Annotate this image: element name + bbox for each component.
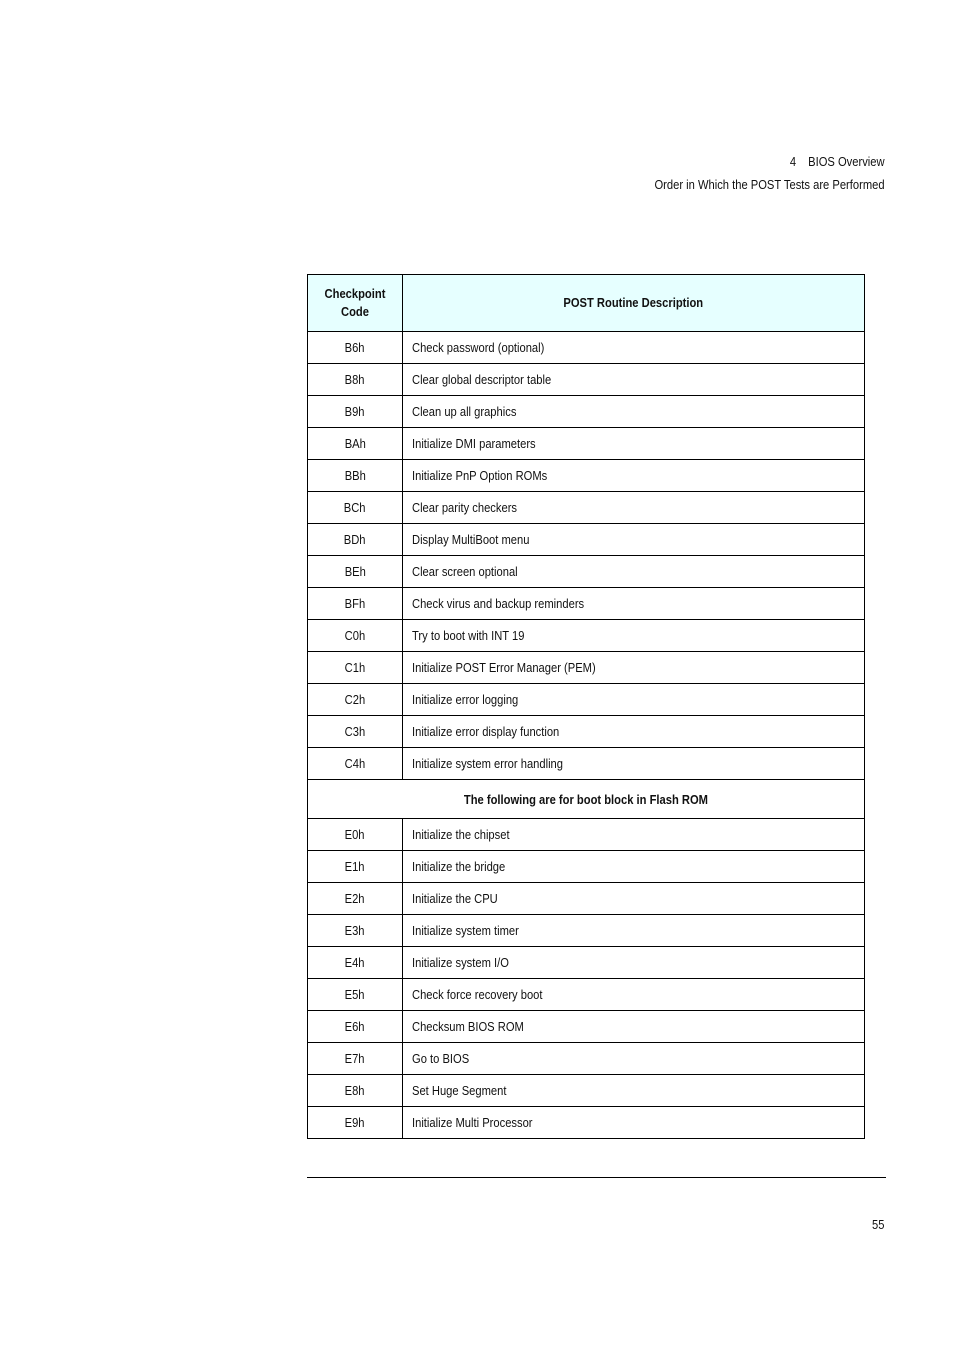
routine-description: Clear global descriptor table (412, 372, 552, 387)
table-row (308, 428, 865, 460)
table-body (308, 332, 865, 1139)
table-row (308, 1075, 865, 1107)
checkpoint-code: BEh (344, 564, 366, 579)
checkpoint-code-cell (308, 652, 403, 684)
table-header-row (308, 275, 865, 332)
chapter-title: BIOS Overview (808, 154, 885, 169)
checkpoint-code: E0h (345, 827, 365, 842)
section-divider-row (308, 780, 865, 819)
table-row (308, 684, 865, 716)
running-header (655, 150, 885, 196)
routine-description: Initialize the bridge (412, 859, 506, 874)
section-label-cell (308, 780, 865, 819)
routine-description: Initialize Multi Processor (412, 1115, 533, 1130)
description-cell (403, 1043, 865, 1075)
table-row (308, 979, 865, 1011)
description-cell (403, 1075, 865, 1107)
table-row (308, 332, 865, 364)
checkpoint-code-cell (308, 428, 403, 460)
checkpoint-code: C3h (344, 724, 366, 739)
checkpoint-code: E7h (345, 1051, 365, 1066)
routine-description: Clear parity checkers (412, 500, 518, 515)
checkpoint-code-cell (308, 748, 403, 780)
checkpoint-code-cell (308, 332, 403, 364)
checkpoint-code: E4h (345, 955, 365, 970)
routine-description: Clean up all graphics (412, 404, 517, 419)
checkpoint-code-cell (308, 819, 403, 851)
checkpoint-code-cell (308, 915, 403, 947)
checkpoint-code-cell (308, 364, 403, 396)
routine-description: Go to BIOS (412, 1051, 470, 1066)
checkpoint-code: E8h (345, 1083, 365, 1098)
description-cell (403, 883, 865, 915)
checkpoint-code: C1h (344, 660, 366, 675)
checkpoint-code-cell (308, 1011, 403, 1043)
routine-description: Check password (optional) (412, 340, 545, 355)
description-cell (403, 979, 865, 1011)
routine-description: Initialize system timer (412, 923, 519, 938)
checkpoint-code: C2h (344, 692, 366, 707)
checkpoint-code-cell (308, 396, 403, 428)
description-cell (403, 556, 865, 588)
section-label: The following are for boot block in Flash ROM (463, 791, 709, 807)
table-row (308, 716, 865, 748)
checkpoint-code: BBh (344, 468, 366, 483)
description-cell (403, 396, 865, 428)
routine-description: Display MultiBoot menu (412, 532, 530, 547)
checkpoint-code-cell (308, 716, 403, 748)
table-row (308, 524, 865, 556)
chapter-number: 4 (790, 154, 797, 169)
footer-rule (307, 1177, 886, 1178)
description-cell (403, 524, 865, 556)
routine-description: Initialize POST Error Manager (PEM) (412, 660, 596, 675)
checkpoint-code: B6h (345, 340, 365, 355)
checkpoint-code: B8h (345, 372, 365, 387)
routine-description: Initialize the chipset (412, 827, 510, 842)
checkpoint-code: E5h (345, 987, 365, 1002)
table-row (308, 396, 865, 428)
routine-description: Initialize system I/O (412, 955, 509, 970)
table-row (308, 915, 865, 947)
checkpoint-code: B9h (345, 404, 365, 419)
column-header-checkpoint-code: Checkpoint Code (308, 275, 403, 332)
checkpoint-code-cell (308, 979, 403, 1011)
checkpoint-code: E2h (345, 891, 365, 906)
description-cell (403, 1107, 865, 1139)
table-row (308, 556, 865, 588)
routine-description: Check virus and backup reminders (412, 596, 585, 611)
table-row (308, 620, 865, 652)
description-cell (403, 819, 865, 851)
checkpoint-code-cell (308, 1107, 403, 1139)
description-cell (403, 460, 865, 492)
checkpoint-code-cell (308, 947, 403, 979)
checkpoint-code: BDh (344, 532, 366, 547)
checkpoint-code-cell (308, 851, 403, 883)
description-cell (403, 620, 865, 652)
table-row (308, 947, 865, 979)
checkpoint-code: E9h (345, 1115, 365, 1130)
page-number: 55 (871, 1217, 884, 1232)
description-cell (403, 947, 865, 979)
checkpoint-code: BCh (344, 500, 366, 515)
checkpoint-code-cell (308, 556, 403, 588)
table-row (308, 883, 865, 915)
routine-description: Clear screen optional (412, 564, 518, 579)
routine-description: Initialize system error handling (412, 756, 563, 771)
checkpoint-code: BAh (344, 436, 366, 451)
description-cell (403, 428, 865, 460)
routine-description: Try to boot with INT 19 (412, 628, 525, 643)
description-cell (403, 652, 865, 684)
routine-description: Initialize DMI parameters (412, 436, 536, 451)
checkpoint-code: C4h (344, 756, 366, 771)
description-cell (403, 684, 865, 716)
description-cell (403, 588, 865, 620)
routine-description: Check force recovery boot (412, 987, 543, 1002)
column-header-description: POST Routine Description (403, 275, 865, 332)
table-row (308, 588, 865, 620)
table-row (308, 1043, 865, 1075)
table-row (308, 1011, 865, 1043)
table-row (308, 460, 865, 492)
routine-description: Set Huge Segment (412, 1083, 507, 1098)
checkpoint-code-cell (308, 588, 403, 620)
checkpoint-code-cell (308, 492, 403, 524)
table-row (308, 364, 865, 396)
checkpoint-code: E6h (345, 1019, 365, 1034)
checkpoint-code: E3h (345, 923, 365, 938)
table-row (308, 819, 865, 851)
routine-description: Checksum BIOS ROM (412, 1019, 524, 1034)
routine-description: Initialize PnP Option ROMs (412, 468, 548, 483)
checkpoint-code: E1h (345, 859, 365, 874)
description-cell (403, 851, 865, 883)
table-row (308, 851, 865, 883)
routine-description: Initialize the CPU (412, 891, 498, 906)
chapter-line (655, 150, 885, 173)
checkpoint-code-cell (308, 460, 403, 492)
checkpoint-code: BFh (344, 596, 366, 611)
table-row (308, 748, 865, 780)
table-row (308, 652, 865, 684)
routine-description: Initialize error logging (412, 692, 519, 707)
routine-description: Initialize error display function (412, 724, 560, 739)
table-row (308, 1107, 865, 1139)
post-checkpoint-table (307, 274, 865, 1139)
checkpoint-code-cell (308, 1075, 403, 1107)
table-row (308, 492, 865, 524)
checkpoint-code-cell (308, 684, 403, 716)
description-cell (403, 492, 865, 524)
description-cell (403, 364, 865, 396)
checkpoint-code-cell (308, 620, 403, 652)
description-cell (403, 748, 865, 780)
description-cell (403, 915, 865, 947)
checkpoint-code-cell (308, 883, 403, 915)
checkpoint-code: C0h (344, 628, 366, 643)
checkpoint-code-cell (308, 1043, 403, 1075)
description-cell (403, 716, 865, 748)
description-cell (403, 1011, 865, 1043)
section-title: Order in Which the POST Tests are Performed (654, 177, 885, 192)
description-cell (403, 332, 865, 364)
checkpoint-code-cell (308, 524, 403, 556)
